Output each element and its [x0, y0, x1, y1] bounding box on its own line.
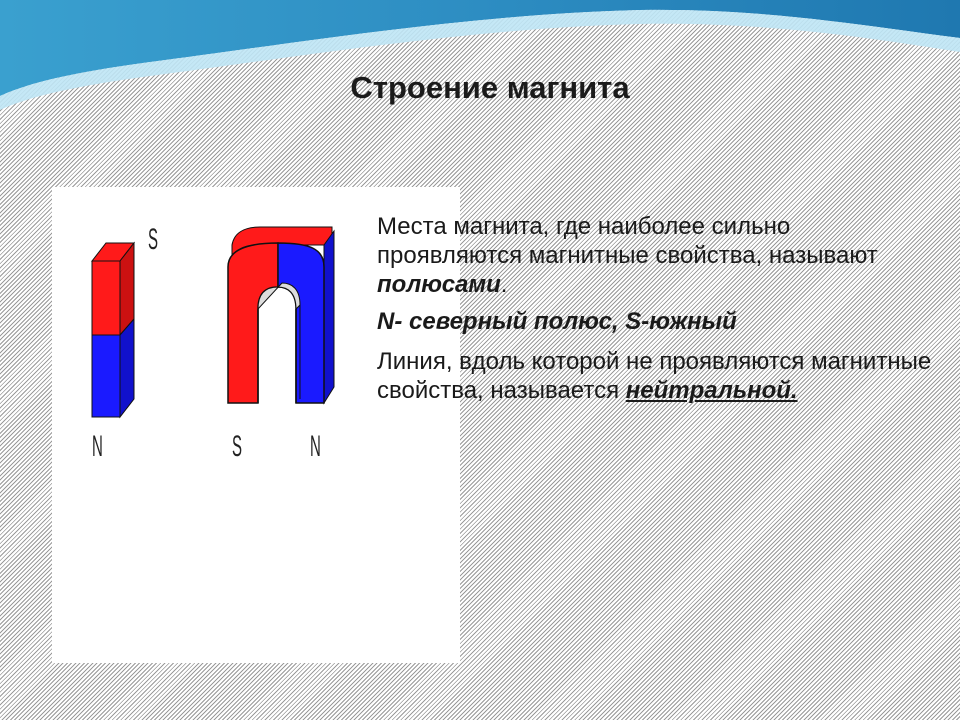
horseshoe-inner-gap: [259, 309, 295, 403]
bar-magnet-n-label: N: [92, 430, 103, 463]
bar-magnet-side-blue: [120, 319, 134, 417]
description-text: [377, 212, 937, 405]
bar-magnet-north-half: [92, 335, 120, 417]
poles-definition-paragraph: Места магнита, где наиболее сильно проявляются магнитные свойства, называют полюсами.: [377, 213, 878, 298]
neutral-line-paragraph: Линия, вдоль которой не проявляются магнитные свойства, называется нейтральной.: [377, 348, 932, 404]
slide-title: Строение магнита: [350, 70, 630, 105]
neutral-term: нейтральной.: [625, 377, 798, 404]
horseshoe-n-label: N: [310, 430, 321, 463]
horseshoe-s-label: S: [232, 430, 243, 463]
horseshoe-magnet: [228, 227, 334, 403]
poles-term: полюсами: [377, 271, 501, 298]
bar-magnet-s-label: S: [148, 223, 159, 256]
bar-magnet-south-half: [92, 261, 120, 335]
horseshoe-right-side-face: [324, 231, 334, 403]
poles-names-paragraph: N- северный полюс, S-южный: [377, 308, 737, 335]
bar-magnet: [92, 243, 134, 417]
